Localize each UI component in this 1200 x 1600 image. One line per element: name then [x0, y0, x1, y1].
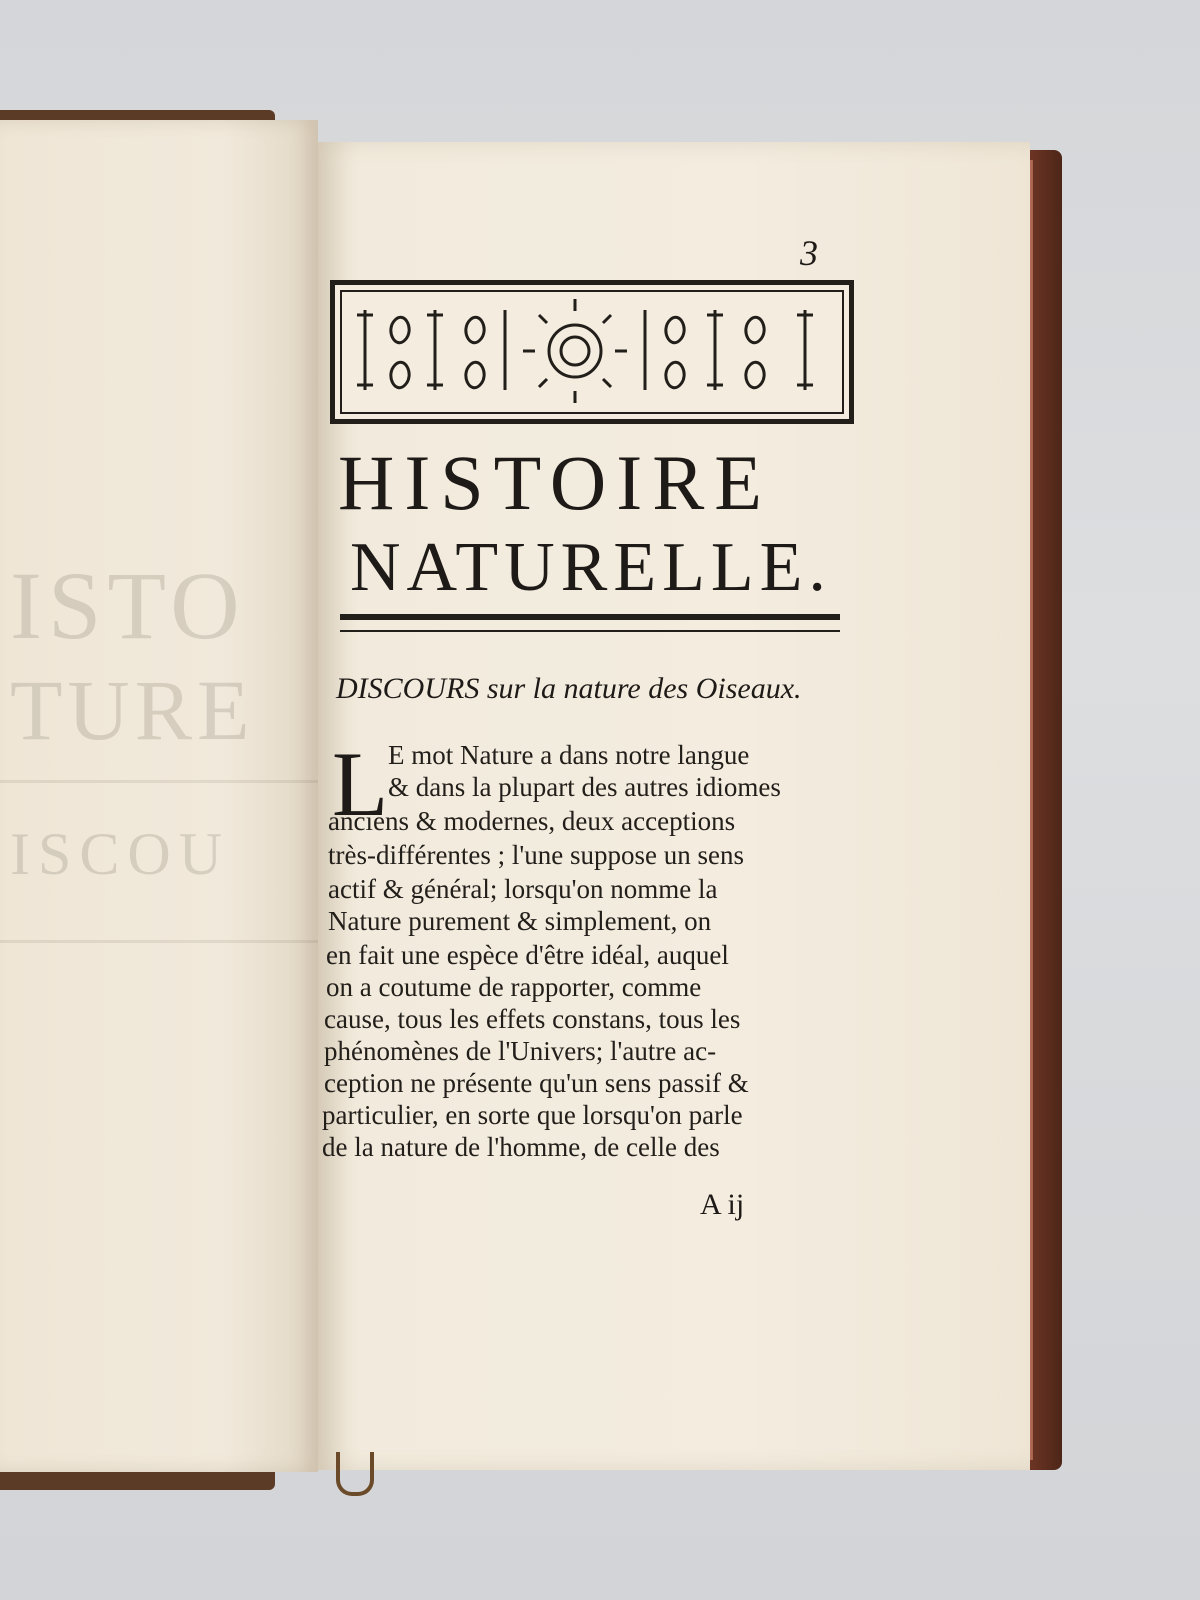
body-text-line: & dans la plupart des autres idiomes — [388, 772, 781, 802]
page-number: 3 — [800, 233, 818, 273]
signature-mark: A ij — [700, 1188, 745, 1221]
body-text-line: cause, tous les effets constans, tous les — [324, 1004, 741, 1034]
left-page — [0, 120, 318, 1472]
body-text-line: anciens & modernes, deux acceptions — [328, 806, 736, 836]
ornamental-header-band — [330, 280, 854, 424]
title-line-2: NATURELLE. — [350, 529, 832, 606]
body-text-line: très-différentes ; l'une suppose un sens — [328, 840, 745, 870]
title-rule-thin — [340, 630, 840, 632]
body-text-line: on a coutume de rapporter, comme — [326, 972, 702, 1002]
title-line-1: HISTOIRE — [338, 439, 772, 526]
show-through-text: ISCOU — [10, 821, 231, 887]
body-text-line: particulier, en sorte que lorsqu'on parle — [322, 1100, 743, 1130]
show-through-rule — [0, 940, 318, 943]
show-through-rule — [0, 780, 318, 783]
body-text-line: E mot Nature a dans notre langue — [388, 740, 750, 770]
drop-cap: L — [332, 733, 389, 835]
body-text-line: en fait une espèce d'être idéal, auquel — [326, 940, 729, 970]
body-text-line: ception ne présente qu'un sens passif & — [324, 1068, 749, 1098]
ornament-pattern — [335, 285, 849, 419]
title-rule — [340, 614, 840, 620]
body-text-line: phénomènes de l'Univers; l'autre ac- — [324, 1036, 717, 1066]
body-text-line: Nature purement & simplement, on — [328, 906, 712, 936]
body-text-line: de la nature de l'homme, de celle des — [322, 1132, 720, 1162]
section-heading: DISCOURS sur la nature des Oiseaux. — [336, 672, 802, 705]
bookmark-ribbon — [336, 1452, 374, 1496]
show-through-text: TURE — [10, 662, 255, 758]
body-text-line: actif & général; lorsqu'on nomme la — [328, 874, 718, 904]
show-through-text: ISTO — [10, 552, 246, 659]
